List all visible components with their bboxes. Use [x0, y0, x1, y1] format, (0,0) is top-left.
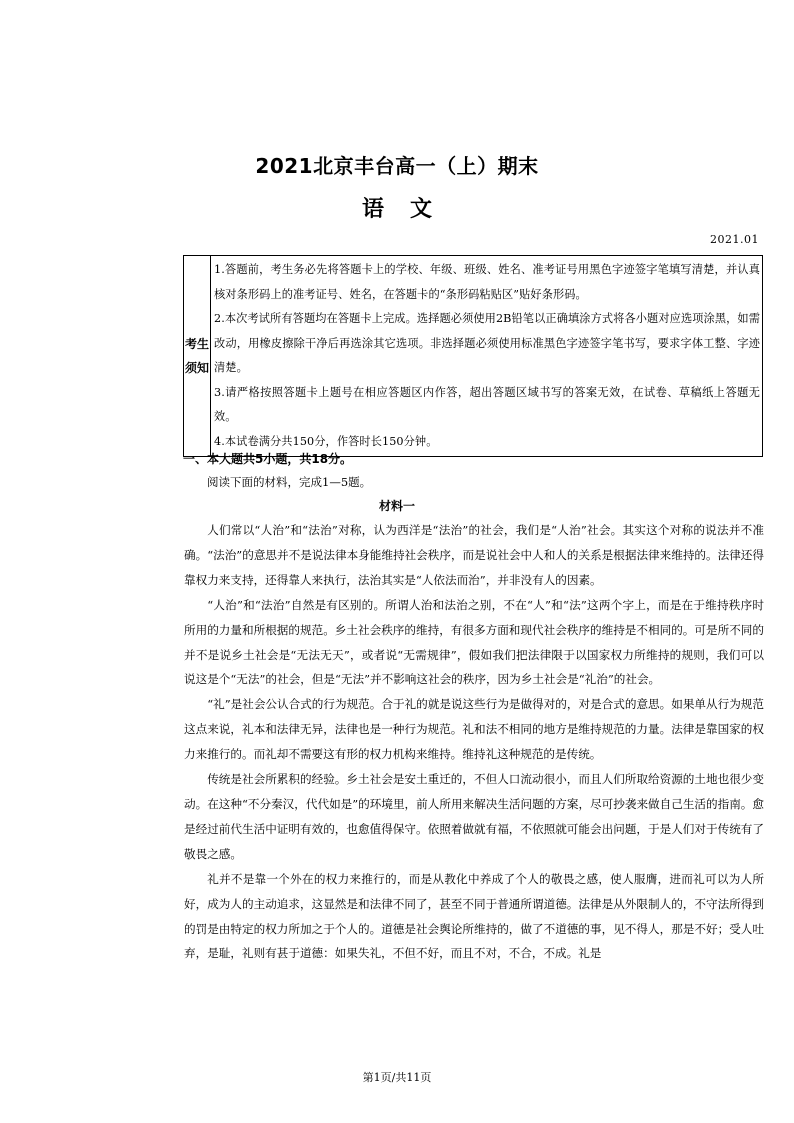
paragraph: “礼”是社会公认合式的行为规范。合于礼的就是说这些行为是做得对的，对是合式的意思。如果单从行为规范这点来说，礼本和法律无异，法律也是一种行为规范。礼和法不相同的地方是维持规范的力量。法律是靠国家的权力来推行的。而礼却不需要这有形的权力机构来维持。维持礼这种规范的是传统。 [184, 697, 764, 762]
exam-title: 2021北京丰台高一（上）期末 [255, 154, 539, 178]
notice-table [183, 255, 763, 457]
section-instruction: 阅读下面的材料，完成1—5题。 [207, 475, 372, 489]
notice-item: 3.请严格按照答题卡上题号在相应答题区内作答，超出答题区域书写的答案无效，在试卷、草稿纸上答题无效。 [214, 385, 760, 423]
exam-date: 2021.01 [710, 233, 759, 246]
paragraph: 人们常以“人治”和“法治”对称，认为西洋是“法治”的社会，我们是“人治”社会。其实这个对称的说法并不准确。“法治”的意思并不是说法律本身能维持社会秩序，而是说社会中人和人的关系是根据法律来维持的。法律还得靠权力来支持，还得靠人来执行，法治其实是“人依法而治”，并非没有人的因素。 [184, 523, 764, 587]
paragraph: “人治”和“法治”自然是有区别的。所谓人治和法治之别，不在“人”和“法”这两个字上，而是在于维持秩序时所用的力量和所根据的规范。乡土社会秩序的维持，有很多方面和现代社会秩序的维持是不相同的。可是所不同的并不是说乡土社会是“无法无天”，或者说“无需规律”，假如我们把法律限于以国家权力所维持的规则，我们可以说这是个“无法”的社会，但是“无法”并不影响这社会的秩序，因为乡土社会是“礼治”的社会。 [184, 597, 764, 687]
notice-label: 考生须知 [184, 256, 211, 457]
page-number: 第1页/共11页 [362, 1071, 432, 1084]
paragraph: 传统是社会所累积的经验。乡土社会是安土重迁的，不但人口流动很小，而且人们所取给资源的土地也很少变动。在这种“不分秦汉，代代如是”的环境里，前人所用来解决生活问题的方案，尽可抄袭来做自己生活的指南。愈是经过前代生活中证明有效的，也愈值得保守。依照着做就有福，不依照就可能会出问题，于是人们对于传统有了敬畏之感。 [184, 772, 764, 861]
notice-item: 4.本试卷满分共150分，作答时长150分钟。 [214, 434, 438, 448]
notice-item: 2.本次考试所有答题均在答题卡上完成。选择题必须使用2B铅笔以正确填涂方式将各小题对应选项涂黑，如需改动，用橡皮擦除干净后再选涂其它选项。非选择题必须使用标准黑色字迹签字笔书写，要求字体工整、字迹清楚。 [214, 312, 760, 374]
section-heading: 一、本大题共5小题，共18分。 [183, 452, 353, 466]
notice-body [211, 256, 763, 457]
notice-item: 1.答题前，考生务必先将答题卡上的学校、年级、班级、姓名、准考证号用黑色字迹签字笔填写清楚，并认真核对条形码上的准考证号、姓名，在答题卡的“条形码粘贴区”贴好条形码。 [214, 263, 760, 301]
paragraph: 礼并不是靠一个外在的权力来推行的，而是从教化中养成了个人的敬畏之感，使人服膺，进而礼可以为人所好，成为人的主动追求，这显然是和法律不同了，甚至不同于普通所谓道德。法律是从外限制人的，不守法所得到的罚是由特定的权力所加之于个人的。道德是社会舆论所维持的，做了不道德的事，见不得人，那是不好；受人吐弃，是耻，礼则有甚于道德：如果失礼，不但不好，而且不对，不合，不成。礼是 [184, 871, 764, 961]
material-title: 材料一 [378, 499, 415, 513]
material-body [184, 518, 764, 966]
subject-title: 语文 [361, 197, 458, 222]
